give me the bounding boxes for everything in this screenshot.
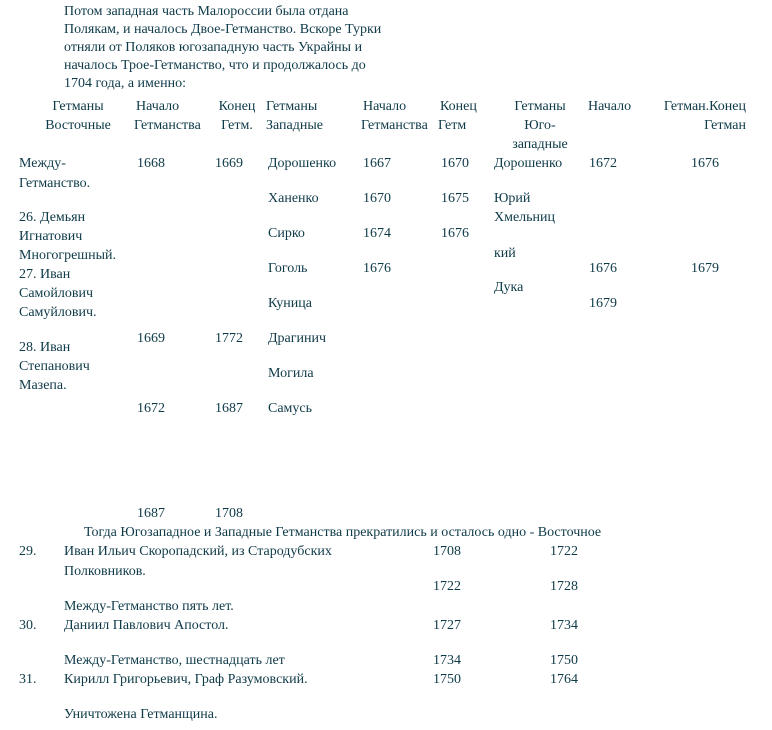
- intro-line: Потом западная часть Малороссии была отдана: [64, 4, 349, 19]
- later-end-year: 1734: [550, 618, 578, 633]
- later-start-year: 1727: [433, 618, 461, 633]
- later-start-year: 1708: [433, 544, 461, 559]
- east-start-year: 1687: [137, 506, 165, 521]
- west-start-year: 1667: [363, 156, 391, 171]
- intro-line: Полякам, и началось Двое-Гетманство. Вскоре Турки: [64, 22, 382, 37]
- west-name: Драгинич: [268, 331, 327, 346]
- west-end-year: 1670: [441, 156, 469, 171]
- west-name: Самусь: [268, 401, 313, 416]
- east-name: Самойлович: [19, 286, 94, 301]
- southwest-end-year: 1679: [691, 261, 719, 276]
- intro-paragraph: [64, 3, 381, 93]
- header-west-start: Начало Гетманства: [361, 99, 428, 133]
- west-start-year: 1670: [363, 191, 391, 206]
- east-name: Многогрешный.: [19, 248, 116, 263]
- east-end-year: 1708: [215, 506, 243, 521]
- west-start-year: 1676: [363, 261, 391, 276]
- southwest-name: Дука: [494, 280, 524, 295]
- west-name: Могила: [268, 366, 314, 381]
- header-west-title: Гетманы Западные: [266, 99, 323, 133]
- east-name: 27. Иван: [19, 267, 71, 282]
- later-number: 29.: [19, 544, 37, 559]
- southwest-start-year: 1672: [589, 156, 617, 171]
- intro-line: началось Трое-Гетманство, что и продолжалось до: [64, 58, 366, 73]
- later-text: Между-Гетманство пять лет.: [64, 599, 234, 614]
- southwest-start-year: 1679: [589, 296, 617, 311]
- east-name: 26. Демьян: [19, 210, 86, 225]
- summary-line: Тогда Югозападное и Западные Гетманства прекратились и осталось одно - Восточное: [84, 525, 602, 540]
- header-east-end: Конец Гетм.: [218, 99, 256, 133]
- southwest-name: Юрий: [494, 191, 531, 206]
- east-start-year: 1672: [137, 401, 165, 416]
- southwest-start-year: 1676: [589, 261, 617, 276]
- intro-line: 1704 года, а именно:: [64, 76, 186, 91]
- west-name: Дорошенко: [268, 156, 337, 171]
- west-name: Сирко: [268, 226, 305, 241]
- east-name: Степанович: [19, 359, 90, 374]
- later-text: Кирилл Григорьевич, Граф Разумовский.: [64, 672, 308, 687]
- later-number: 31.: [19, 672, 37, 687]
- southwest-name: кий: [494, 246, 516, 261]
- later-end-year: 1728: [550, 579, 578, 594]
- east-name: Гетманство.: [19, 176, 91, 191]
- header-west-end: Конец Гетм: [438, 99, 477, 133]
- later-end-year: 1750: [550, 653, 578, 668]
- later-text: Иван Ильич Скоропадский, из Стародубских: [64, 544, 332, 559]
- header-southwest-end: Гетман.Конец Гетман: [663, 99, 746, 133]
- later-end-year: 1764: [550, 672, 578, 687]
- west-end-year: 1676: [441, 226, 469, 241]
- later-start-year: 1734: [433, 653, 461, 668]
- east-name: Самуйлович.: [19, 305, 97, 320]
- later-start-year: 1722: [433, 579, 461, 594]
- east-start-year: 1668: [137, 156, 165, 171]
- later-end-year: 1722: [550, 544, 578, 559]
- southwest-end-year: 1676: [691, 156, 719, 171]
- east-end-year: 1687: [215, 401, 243, 416]
- header-east-title: Гетманы Восточные: [45, 99, 111, 133]
- header-southwest-start: Начало: [588, 99, 632, 114]
- header-east-start: Начало Гетманства: [134, 99, 201, 133]
- later-number: 30.: [19, 618, 37, 633]
- east-name: Между-: [19, 156, 66, 171]
- header-southwest-title: Гетманы Юго- западные: [512, 99, 568, 152]
- east-name: Игнатович: [19, 229, 83, 244]
- east-name: 28. Иван: [19, 340, 71, 355]
- later-start-year: 1750: [433, 672, 461, 687]
- east-end-year: 1669: [215, 156, 243, 171]
- southwest-name: Дорошенко: [494, 156, 563, 171]
- west-name: Ханенко: [268, 191, 319, 206]
- west-end-year: 1675: [441, 191, 469, 206]
- east-end-year: 1772: [215, 331, 243, 346]
- later-text: Даниил Павлович Апостол.: [64, 618, 229, 633]
- southwest-name: Хмельниц: [494, 210, 556, 225]
- later-text: Уничтожена Гетманщина.: [64, 707, 218, 722]
- later-text: Между-Гетманство, шестнадцать лет: [64, 653, 285, 668]
- east-name: Мазепа.: [19, 378, 67, 393]
- later-text: Полковников.: [64, 564, 146, 579]
- west-start-year: 1674: [363, 226, 391, 241]
- intro-line: отняли от Поляков югозападную часть Украйны и: [64, 40, 363, 55]
- west-name: Гоголь: [268, 261, 308, 276]
- east-start-year: 1669: [137, 331, 165, 346]
- west-name: Куница: [268, 296, 312, 311]
